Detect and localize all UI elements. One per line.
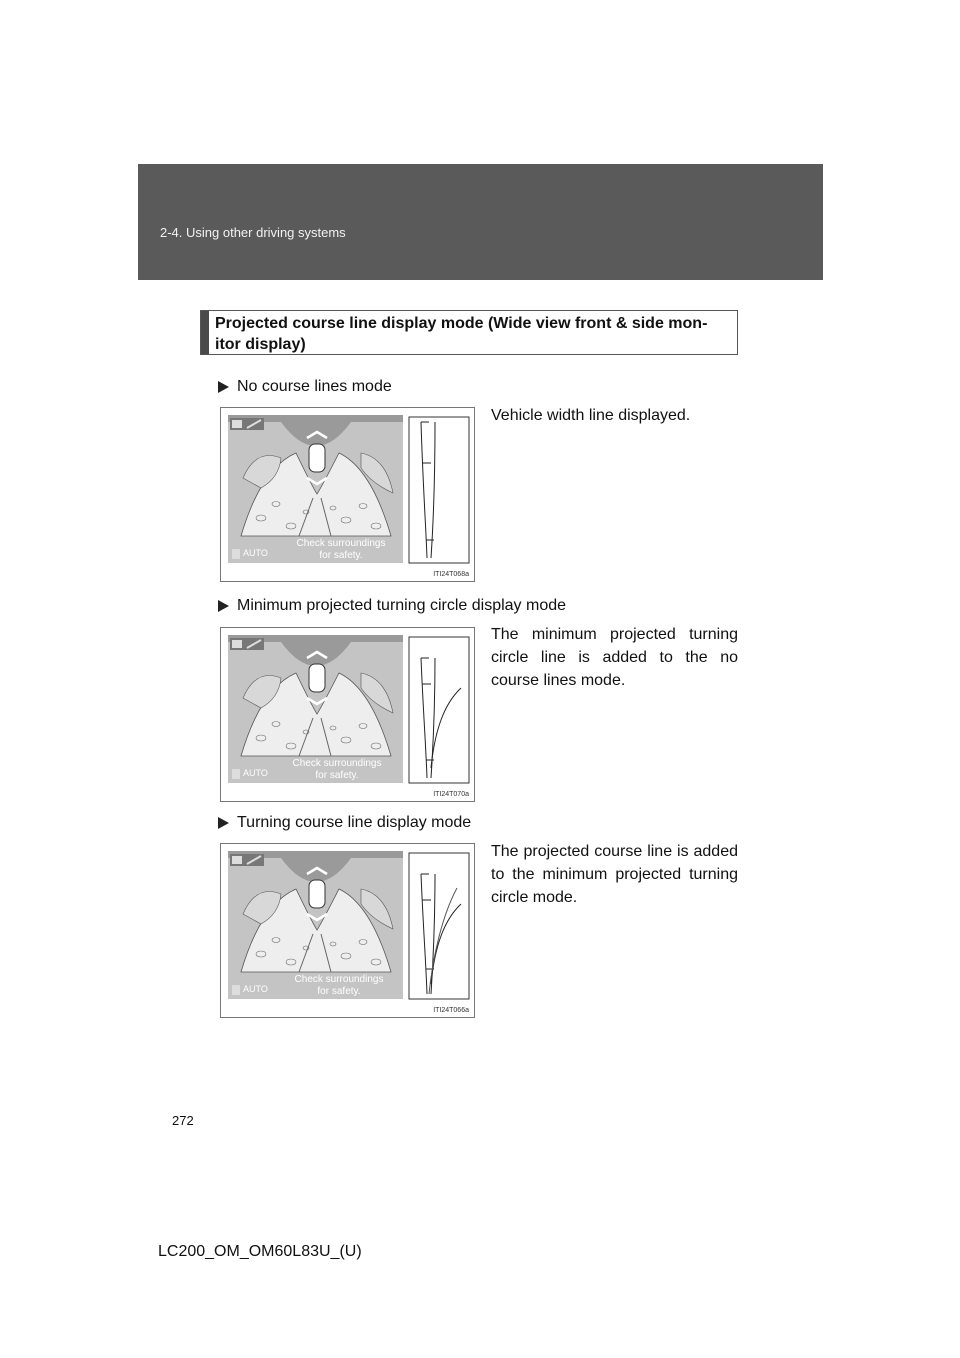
mode-description: Vehicle width line displayed. [491,407,691,424]
figure-turning-course [220,843,475,1018]
figure-no-course [220,407,475,582]
auto-label: AUTO [243,768,268,778]
triangle-bullet-icon [218,817,229,829]
mode-description: The projected course line is added to the minimum projected turning circle mode. [491,843,738,906]
safety-warning: Check surroundings for safety. [294,974,384,997]
mode-label-minimum-turning [218,596,566,616]
section-title: 2-4. Using other driving systems [160,225,346,240]
safety-warning: Check surroundings for safety. [292,758,382,781]
figure-code: ITI24T066a [433,1007,469,1014]
mode-description: The minimum projected turning circle line is added to the no course lines mode. [491,626,738,689]
section-heading [200,310,738,355]
footer-document-code: LC200_OM_OM60L83U_(U) [158,1243,362,1260]
figure-code: ITI24T070a [433,791,469,798]
mode-label-text: No course lines mode [237,378,392,395]
auto-label: AUTO [243,984,268,994]
safety-warning: Check surroundings for safety. [296,538,386,561]
mode-label-no-course [218,377,392,397]
mode-label-text: Turning course line display mode [237,814,472,831]
header-band [138,164,823,280]
triangle-bullet-icon [218,600,229,612]
figure-code: ITI24T068a [433,571,469,578]
auto-label: AUTO [243,548,268,558]
heading-text: Projected course line display mode (Wide view front & side mon-itor display) [215,315,708,353]
page-number: 272 [172,1113,194,1128]
triangle-bullet-icon [218,381,229,393]
mode-label-text: Minimum projected turning circle display mode [237,597,567,614]
heading-marker [201,311,209,354]
mode-label-turning-course [218,813,471,833]
figure-minimum-turning [220,627,475,802]
